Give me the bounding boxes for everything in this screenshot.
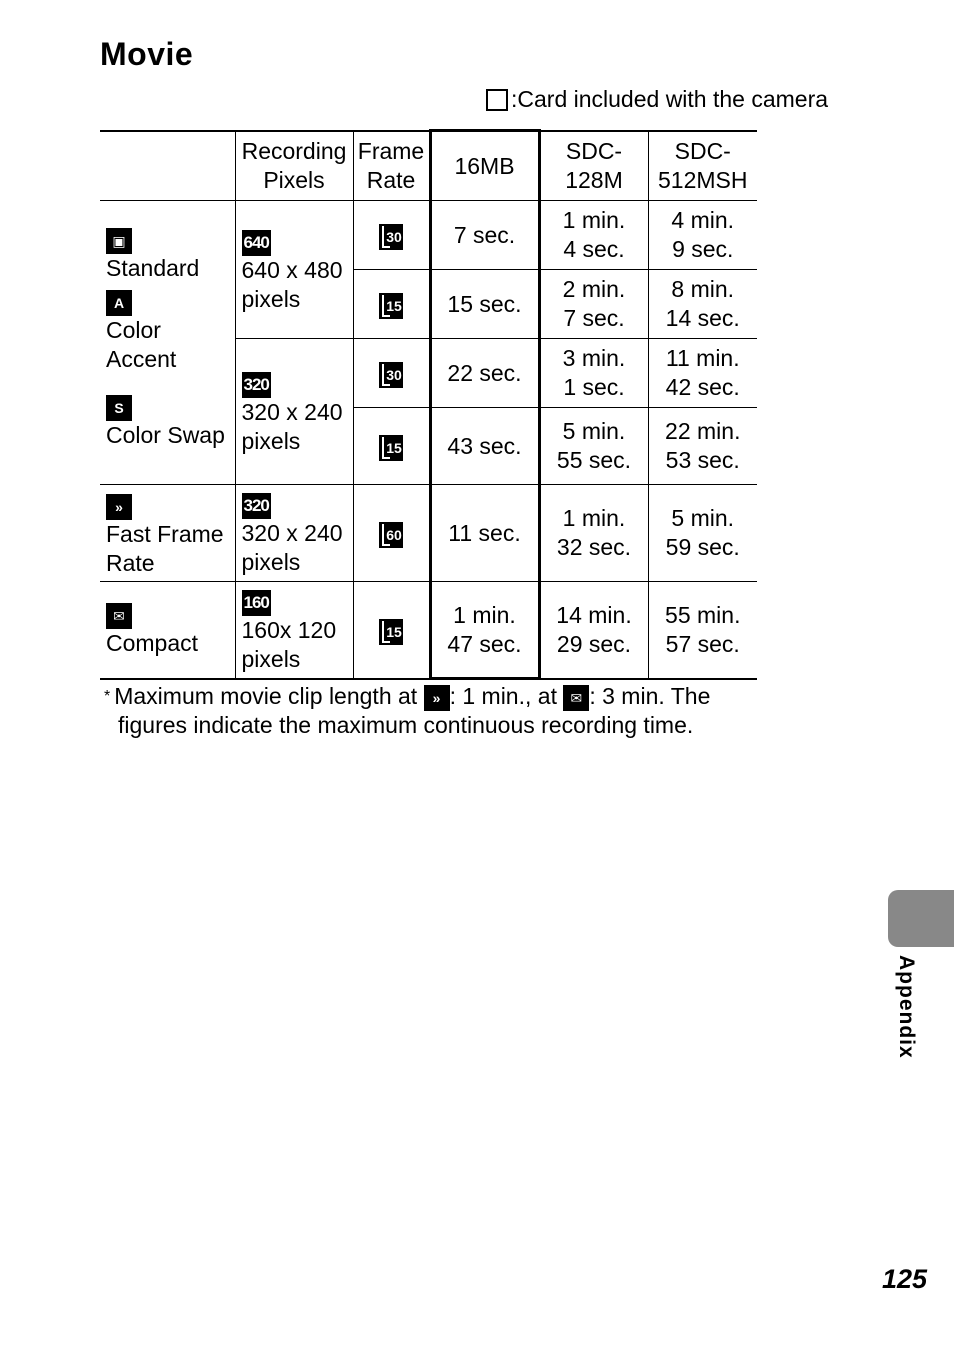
- table-row: [100, 582, 757, 679]
- color-accent-icon: A: [106, 290, 132, 316]
- pixels-320-cell: 320 320 x 240 pixels: [235, 339, 353, 485]
- page-number: 125: [882, 1264, 928, 1294]
- resolution-640-icon: 640: [242, 230, 271, 256]
- header-16mb: 16MB: [430, 131, 539, 201]
- footnote-line2: figures indicate the maximum continuous recording time.: [118, 712, 694, 738]
- time-sdc-128m: 3 min. 1 sec.: [539, 339, 648, 408]
- header-sdc-512msh: SDC- 512MSH: [648, 131, 757, 201]
- mode-fast-frame-label: Fast Frame Rate: [106, 521, 224, 576]
- time-16mb: 1 min. 47 sec.: [430, 582, 539, 679]
- frame-rate-60-icon: 60: [379, 522, 403, 548]
- resolution-320-icon: 320: [242, 372, 271, 398]
- color-swap-icon: S: [106, 395, 132, 421]
- frame-rate-cell: [353, 582, 430, 679]
- section-tab: [888, 890, 954, 947]
- mode-color-swap-label: Color Swap: [106, 422, 225, 448]
- compact-movie-icon: ✉: [563, 685, 589, 711]
- frame-rate-cell: [353, 201, 430, 270]
- frame-rate-30-icon: 30: [379, 224, 403, 250]
- fast-frame-rate-icon: »: [424, 685, 450, 711]
- card-note: [486, 86, 828, 113]
- time-sdc-512msh: 8 min. 14 sec.: [648, 270, 757, 339]
- table-row: [100, 485, 757, 582]
- pixels-320-cell: 320 320 x 240 pixels: [235, 485, 353, 582]
- time-sdc-128m: 5 min. 55 sec.: [539, 408, 648, 485]
- mode-fast-frame-cell: [100, 485, 235, 582]
- time-sdc-128m: 14 min. 29 sec.: [539, 582, 648, 679]
- time-sdc-512msh: 55 min. 57 sec.: [648, 582, 757, 679]
- frame-rate-cell: [353, 408, 430, 485]
- mode-standard-label: Standard: [106, 255, 200, 281]
- time-16mb: 11 sec.: [430, 485, 539, 582]
- pixels-640-cell: 640 640 x 480 pixels: [235, 201, 353, 339]
- table-row: [100, 201, 757, 270]
- frame-rate-15-icon: 15: [379, 619, 403, 645]
- footnote-text: : 1 min., at: [449, 683, 564, 709]
- time-sdc-512msh: 4 min. 9 sec.: [648, 201, 757, 270]
- fast-frame-rate-icon: »: [106, 494, 132, 520]
- time-sdc-128m: 1 min. 32 sec.: [539, 485, 648, 582]
- mode-group-cell: [100, 201, 235, 485]
- mode-color-accent-label: Color Accent: [106, 317, 177, 372]
- frame-rate-cell: [353, 339, 430, 408]
- standard-movie-icon: ▣: [106, 228, 132, 254]
- footnote: [104, 682, 824, 740]
- section-label: Appendix: [895, 955, 918, 1059]
- time-16mb: 43 sec.: [430, 408, 539, 485]
- resolution-160-icon: 160: [242, 590, 271, 616]
- footnote-text: Maximum movie clip length at: [114, 683, 424, 709]
- header-frame-rate: Frame Rate: [353, 131, 430, 201]
- frame-rate-cell: [353, 485, 430, 582]
- footnote-text: : 3 min. The: [589, 683, 711, 709]
- frame-rate-cell: [353, 270, 430, 339]
- pixels-160-cell: 160 160x 120 pixels: [235, 582, 353, 679]
- time-16mb: 15 sec.: [430, 270, 539, 339]
- time-16mb: 7 sec.: [430, 201, 539, 270]
- time-16mb: 22 sec.: [430, 339, 539, 408]
- compact-movie-icon: ✉: [106, 603, 132, 629]
- footnote-marker: *: [104, 688, 111, 705]
- resolution-320-icon: 320: [242, 493, 271, 519]
- time-sdc-512msh: 22 min. 53 sec.: [648, 408, 757, 485]
- frame-rate-30-icon: 30: [379, 362, 403, 388]
- table-header-row: [100, 131, 757, 201]
- time-sdc-512msh: 11 min. 42 sec.: [648, 339, 757, 408]
- frame-rate-15-icon: 15: [379, 435, 403, 461]
- card-box-icon: [486, 89, 508, 111]
- mode-compact-cell: [100, 582, 235, 679]
- time-sdc-512msh: 5 min. 59 sec.: [648, 485, 757, 582]
- header-empty-cell: [100, 131, 235, 201]
- page-title: Movie: [100, 36, 194, 72]
- movie-recording-table: [100, 129, 757, 680]
- time-sdc-128m: 1 min. 4 sec.: [539, 201, 648, 270]
- card-note-text: :Card included with the camera: [511, 86, 829, 112]
- header-recording-pixels: Recording Pixels: [235, 131, 353, 201]
- header-sdc-128m: SDC- 128M: [539, 131, 648, 201]
- mode-compact-label: Compact: [106, 630, 199, 656]
- time-sdc-128m: 2 min. 7 sec.: [539, 270, 648, 339]
- frame-rate-15-icon: 15: [379, 293, 403, 319]
